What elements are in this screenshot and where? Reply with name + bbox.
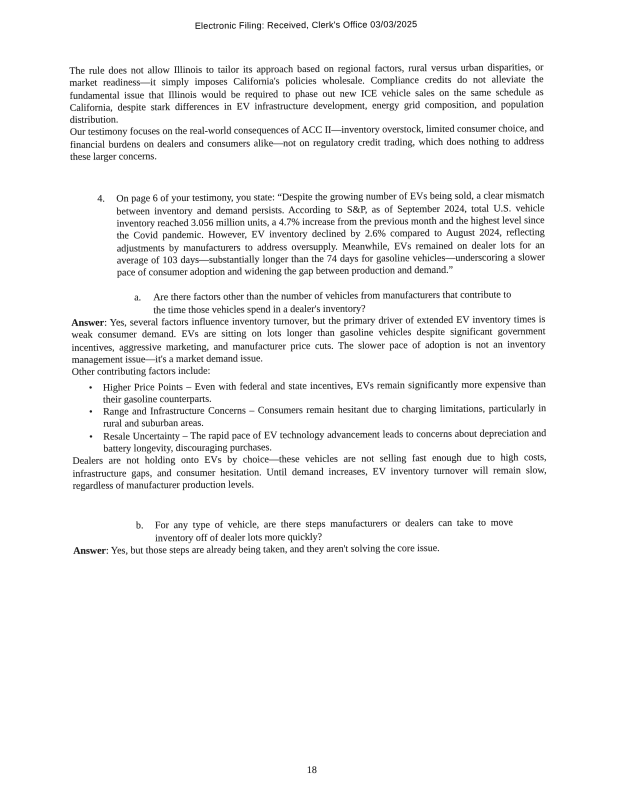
answer-a-label: Answer bbox=[71, 317, 105, 329]
contributing-factors-list bbox=[72, 379, 547, 457]
sub-question-b-label: b. bbox=[135, 520, 144, 532]
contributing-factors-intro: Other contributing factors include: bbox=[71, 366, 211, 379]
question-4-number: 4. bbox=[97, 193, 105, 206]
bullet-icon: • bbox=[88, 382, 93, 394]
paragraph-rule-illinois: The rule does not allow Illinois to tailor its approach based on regional factors, rural versus urban disparities, or market readiness—it simply imposes California's policies wholesale. Compliance credits do not alleviate the fundamental issue that Illinois would be required to phase out new ICE vehicle sales on the same schedule as California, despite stark differences in EV infrastructure development, energy grid composition, and population distribution. bbox=[69, 62, 544, 127]
sub-question-a bbox=[71, 290, 511, 318]
list-item-text: Range and Infrastructure Concerns – Consumers remain hesitant due to charging limitations, particularly in rural and suburban areas. bbox=[103, 403, 547, 431]
sub-question-a-text: Are there factors other than the number of vehicles from manufacturers that contribute to the time those vehicles spend in a dealer's inventory? bbox=[153, 289, 512, 316]
list-item-text: Resale Uncertainty – The rapid pace of EV technology advancement leads to concerns about depreciation and battery longevity, discouraging purchases. bbox=[103, 427, 547, 455]
question-4 bbox=[70, 191, 545, 281]
bullet-icon: • bbox=[89, 431, 93, 443]
paragraph-testimony-focus: Our testimony focuses on the real-world consequences of ACC II—inventory overstock, limited consumer choice, and financial burdens on dealers and consumers alike—not on regulatory credit trading, which does nothing to address these larger concerns. bbox=[69, 123, 545, 163]
question-4-text: On page 6 of your testimony, you state: “Despite the growing number of EVs being sold, a clear mismatch between inventory and demand persists. According to S&P, as of September 2024, total U.S. vehicle inventory reached 3.056 million units, a 4.7% increase from the previous month and the highest level since the Covid pandemic. However, EV inventory declined by 2.6% compared to August 2024, reflecting adjustments by manufacturers to address oversupply. Meanwhile, EVs remained on dealer lots for an average of 103 days—substantially longer than the 74 days for gasoline vehicles—underscoring a slower pace of consumer adoption and widening the gap between production and demand.” bbox=[116, 190, 545, 279]
bullet-icon: • bbox=[89, 406, 93, 418]
list-item-text: Higher Price Points – Even with federal and state incentives, EVs remain significantly more expensive than their gasoline counterparts. bbox=[102, 378, 546, 406]
list-item bbox=[72, 403, 546, 431]
sub-question-b bbox=[73, 518, 513, 546]
sub-question-b-text: For any type of vehicle, are there steps manufacturers or dealers can take to move inventory off of dealer lots more quickly? bbox=[154, 517, 514, 544]
answer-a-text: : Yes, several factors influence inventory turnover, but the primary driver of extended EV inventory times is weak consumer demand. EVs are sitting on lots longer than gasoline vehicles despite significant government incentives, aggressive marketing, and manufacturer price cuts. The slower pace of adoption is not an inventory management issue—it's a market demand issue. bbox=[71, 314, 546, 366]
document-body bbox=[69, 62, 547, 558]
electronic-filing-stamp: Electronic Filing: Received, Clerk's Office 03/03/2025 bbox=[194, 19, 418, 31]
sub-question-a-label: a. bbox=[134, 292, 142, 304]
list-item bbox=[72, 428, 546, 456]
paragraph-dealers-holding: Dealers are not holding onto EVs by choice—these vehicles are not selling fast enough due to high costs, infrastructure gaps, and consumer hesitation. Until demand increases, EV inventory turnover will remain slow, regardless of manufacturer production levels. bbox=[72, 452, 547, 492]
answer-b-text: : Yes, but those steps are already being taken, and they aren't solving the core issue. bbox=[105, 542, 440, 557]
page-number: 18 bbox=[306, 764, 317, 777]
answer-b-label: Answer bbox=[73, 545, 107, 557]
answer-a bbox=[71, 314, 545, 367]
